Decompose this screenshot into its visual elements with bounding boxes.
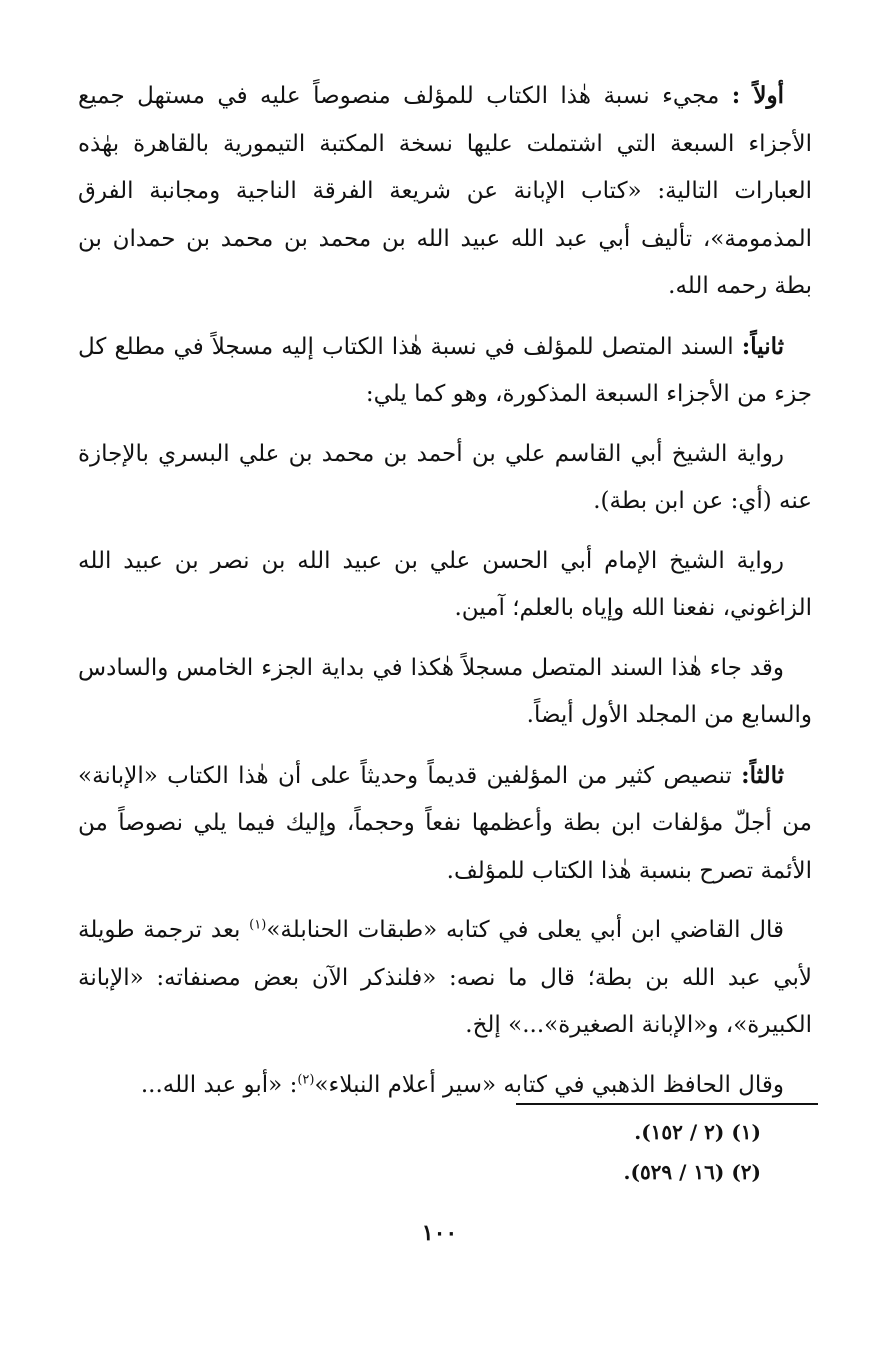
paragraph-quote-2 [78, 1062, 812, 1110]
paragraph-lead: ثالثاً: [741, 761, 784, 789]
paragraph-text: : «أبو عبد الله... [140, 1071, 298, 1098]
paragraph-first [78, 72, 812, 311]
paragraph-lead: ثانياً: [741, 332, 784, 360]
paragraph-text: مجيء نسبة هٰذا الكتاب للمؤلف منصوصاً عليه في مستهل جميع الأجزاء السبعة التي اشتملت عليها نسخة المكتبة التيمورية بالقاهرة بهٰذه العبارات التالية: «كتاب الإبانة عن شريعة الفرقة الناجية ومجانبة الفرق المذمومة»، تأليف أبي عبد الله عبيد الله بن محمد بن محمد بن حمدان بن بطة رحمه الله. [78, 83, 812, 299]
footnote-ref-1[interactable]: (١) [249, 917, 267, 933]
paragraph-chain-note [78, 645, 812, 740]
paragraph-chain-1 [78, 431, 812, 526]
paragraph-text: قال القاضي ابن أبي يعلى في كتابه «طبقات الحنابلة» [266, 917, 784, 943]
paragraph-text: بعد ترجمة طويلة لأبي عبد الله بن بطة؛ قال ما نصه: «فلنذكر الآن بعض مصنفاته: «الإبانة الكبيرة»، و«الإبانة الصغيرة»...» إلخ. [78, 917, 812, 1038]
main-text [78, 72, 812, 1121]
footnote-ref-2[interactable]: (٢) [297, 1071, 315, 1087]
paragraph-text: رواية الشيخ أبي القاسم علي بن أحمد بن محمد بن علي البسري بالإجازة عنه (أي: عن ابن بطة). [78, 440, 812, 514]
footnotes [461, 1112, 761, 1192]
paragraph-quote-1 [78, 907, 812, 1050]
paragraph-text: تنصيص كثير من المؤلفين قديماً وحديثاً على أن هٰذا الكتاب «الإبانة» من أجلّ مؤلفات ابن بطة وأعظمها نفعاً وحجماً، وإليك فيما يلي نصوصاً من الأئمة تصرح بنسبة هٰذا الكتاب للمؤلف. [78, 762, 812, 884]
paragraph-text: السند المتصل للمؤلف في نسبة هٰذا الكتاب إليه مسجلاً في مطلع كل جزء من الأجزاء السبعة المذكورة، وهو كما يلي: [78, 333, 812, 407]
page-number: ١٠٠ [421, 1220, 458, 1246]
footnote-1: (١) (٢ / ١٥٢). [634, 1120, 761, 1144]
paragraph-lead: أولاً : [731, 82, 784, 109]
paragraph-text: رواية الشيخ الإمام أبي الحسن علي بن عبيد الله بن نصر بن عبيد الله الزاغوني، نفعنا الله وإياه بالعلم؛ آمين. [78, 547, 812, 621]
paragraph-text: وقال الحافظ الذهبي في كتابه «سير أعلام النبلاء» [314, 1071, 784, 1098]
paragraph-text: وقد جاء هٰذا السند المتصل مسجلاً هٰكذا في بداية الجزء الخامس والسادس والسابع من المجلد الأول أيضاً. [78, 654, 812, 728]
paragraph-chain-2 [78, 538, 812, 633]
paragraph-second [78, 323, 812, 419]
footnote-2: (٢) (١٦ / ٥٢٩). [623, 1160, 761, 1184]
footnote-divider [516, 1103, 818, 1105]
paragraph-third [78, 752, 812, 896]
